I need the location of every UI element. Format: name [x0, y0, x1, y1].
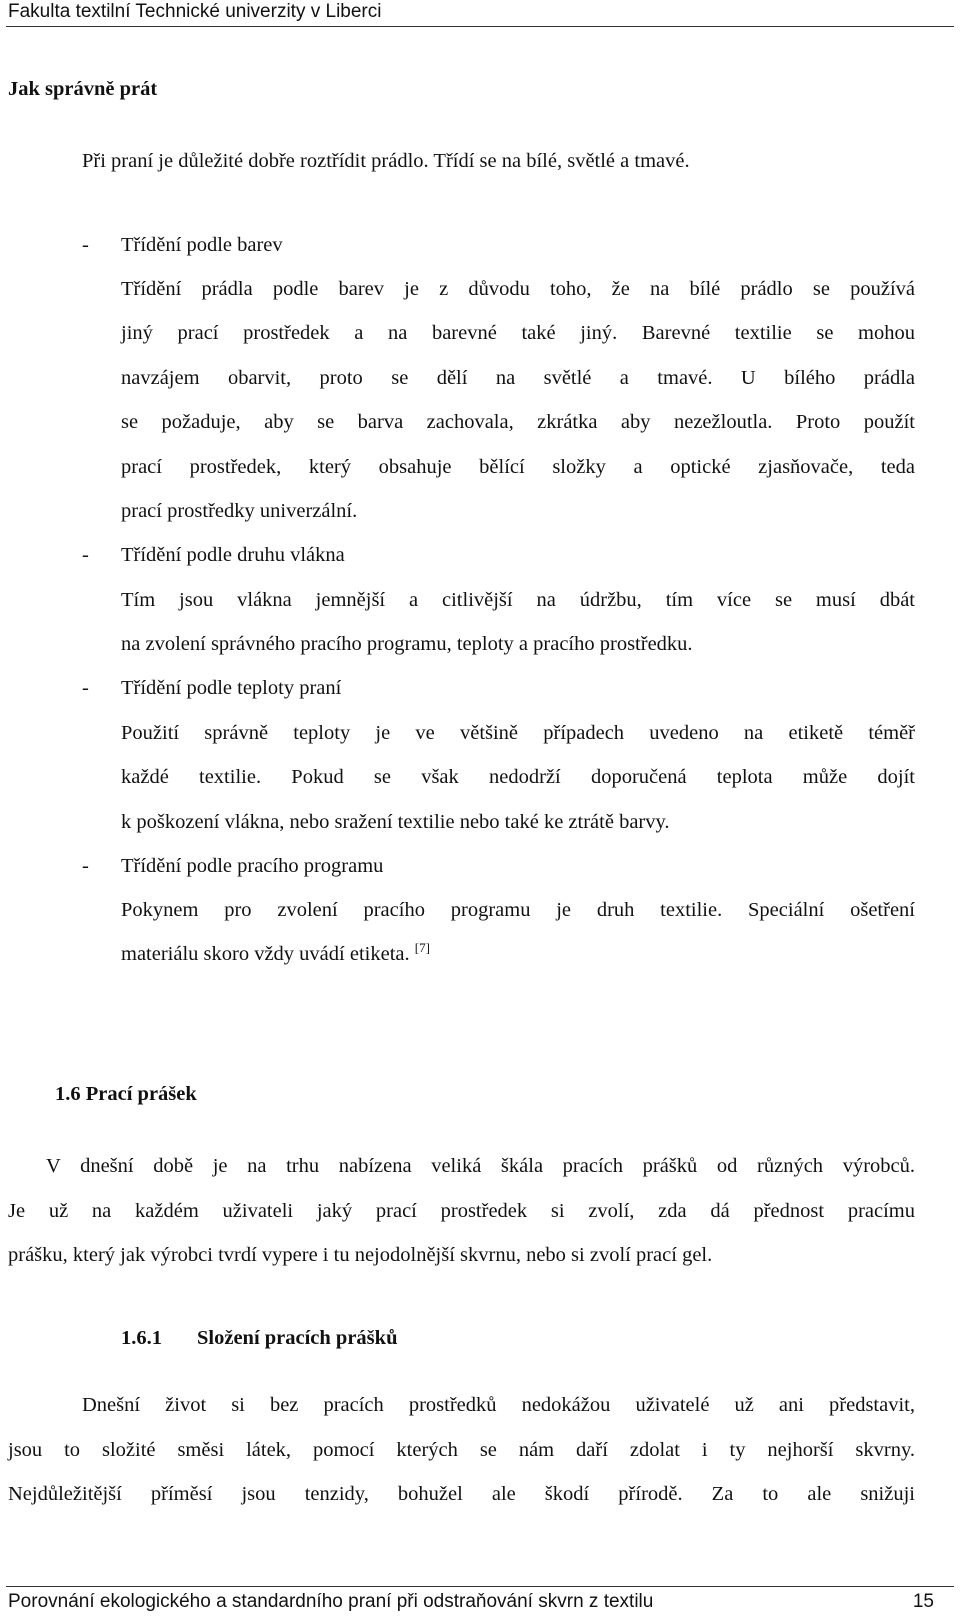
paragraph-line: k poškození vlákna, nebo sražení textilie nebo také ke ztrátě barvy.	[121, 811, 670, 833]
item-title: Třídění podle druhu vlákna	[121, 544, 345, 566]
paragraph-text: materiálu skoro vždy uvádí etiketa.	[121, 943, 410, 965]
header-divider	[6, 26, 954, 27]
subsection-number: 1.6.1	[121, 1327, 162, 1349]
paragraph-line: jsou to složité směsi látek, pomocí kterých se nám daří zdolat i ty nejhorší skvrny.	[8, 1439, 915, 1461]
paragraph-line: Je už na každém uživateli jaký prací prostředek si zvolí, zda dá přednost pracímu	[8, 1200, 915, 1222]
citation-reference: [7]	[414, 940, 430, 956]
bullet-marker: -	[82, 677, 89, 699]
paragraph-line	[121, 941, 430, 967]
paragraph-line: Dnešní život si bez pracích prostředků nedokážou uživatelé už ani představit,	[82, 1394, 915, 1416]
paragraph-line: Tím jsou vlákna jemnější a citlivější na údržbu, tím více se musí dbát	[121, 589, 915, 611]
paragraph-line: jiný prací prostředek a na barevné také jiný. Barevné textilie se mohou	[121, 322, 915, 344]
paragraph-line: prací prostředky univerzální.	[121, 500, 358, 522]
bullet-marker: -	[82, 234, 89, 256]
paragraph-line: prášku, který jak výrobci tvrdí vypere i tu nejodolnější skvrnu, nebo si zvolí prací gel.	[8, 1244, 713, 1266]
page-header: Fakulta textilní Technické univerzity v Liberci	[8, 1, 382, 22]
page-number: 15	[912, 1591, 934, 1612]
paragraph-line: Použití správně teploty je ve většině případech uvedeno na etiketě téměř	[121, 722, 915, 744]
paragraph-line: každé textilie. Pokud se však nedodrží doporučená teplota může dojít	[121, 766, 915, 788]
footer-divider	[6, 1586, 954, 1587]
item-title: Třídění podle teploty praní	[121, 677, 342, 699]
bullet-marker: -	[82, 544, 89, 566]
item-title: Třídění podle barev	[121, 234, 283, 256]
paragraph-line: se požaduje, aby se barva zachovala, zkrátka aby nezežloutla. Proto použít	[121, 411, 915, 433]
section-1-6-heading: 1.6 Prací prášek	[55, 1083, 197, 1105]
paragraph-line: Pokynem pro zvolení pracího programu je druh textilie. Speciální ošetření	[121, 899, 915, 921]
paragraph-line: na zvolení správného pracího programu, teploty a pracího prostředku.	[121, 633, 693, 655]
paragraph-line: Nejdůležitější příměsí jsou tenzidy, bohužel ale škodí přírodě. Za to ale snižuji	[8, 1483, 915, 1505]
subsection-title: Složení pracích prášků	[197, 1327, 398, 1349]
intro-paragraph: Při praní je důležité dobře roztřídit prádlo. Třídí se na bílé, světlé a tmavé.	[82, 150, 690, 172]
paragraph-line: V dnešní době je na trhu nabízena veliká škála pracích prášků od různých výrobců.	[46, 1155, 915, 1177]
paragraph-line: Třídění prádla podle barev je z důvodu toho, že na bílé prádlo se používá	[121, 278, 915, 300]
item-title: Třídění podle pracího programu	[121, 855, 384, 877]
paragraph-line: prací prostředek, který obsahuje bělící složky a optické zjasňovače, teda	[121, 456, 915, 478]
section-heading: Jak správně prát	[8, 78, 158, 100]
footer-title: Porovnání ekologického a standardního praní při odstraňování skvrn z textilu	[8, 1591, 654, 1612]
bullet-marker: -	[82, 855, 89, 877]
paragraph-line: navzájem obarvit, proto se dělí na světlé a tmavé. U bílého prádla	[121, 367, 915, 389]
